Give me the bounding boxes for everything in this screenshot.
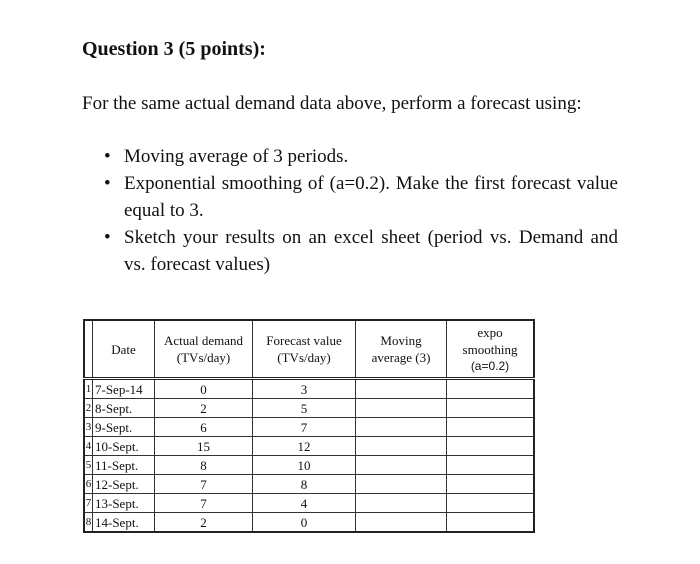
row-actual: 2 — [155, 399, 253, 418]
header-forecast-line2: (TVs/day) — [277, 350, 331, 365]
header-actual-line1: Actual demand — [163, 333, 244, 348]
row-forecast: 3 — [253, 379, 356, 399]
header-moving-average — [356, 320, 447, 379]
row-index: 2 — [84, 399, 93, 418]
row-date: 8-Sept. — [93, 399, 155, 418]
row-moving-average[interactable] — [356, 456, 447, 475]
row-forecast: 10 — [253, 456, 356, 475]
row-expo-smoothing[interactable] — [447, 418, 535, 437]
header-expo-line3: (a=0.2) — [470, 358, 510, 373]
header-index — [84, 320, 93, 379]
row-date: 12-Sept. — [93, 475, 155, 494]
demand-forecast-table — [83, 319, 535, 533]
row-expo-smoothing[interactable] — [447, 456, 535, 475]
row-date: 9-Sept. — [93, 418, 155, 437]
header-expo-line1: expo — [477, 324, 503, 340]
row-expo-smoothing[interactable] — [447, 494, 535, 513]
row-index: 3 — [84, 418, 93, 437]
row-moving-average[interactable] — [356, 513, 447, 533]
row-index: 5 — [84, 456, 93, 475]
row-index: 6 — [84, 475, 93, 494]
task-moving-average: • Moving average of 3 periods. — [98, 143, 618, 170]
header-forecast-value — [253, 320, 356, 379]
row-actual: 0 — [155, 379, 253, 399]
row-expo-smoothing[interactable] — [447, 437, 535, 456]
row-moving-average[interactable] — [356, 494, 447, 513]
row-expo-smoothing[interactable] — [447, 475, 535, 494]
row-forecast: 8 — [253, 475, 356, 494]
row-moving-average[interactable] — [356, 437, 447, 456]
header-date-label: Date — [111, 341, 136, 357]
table-row — [84, 437, 534, 456]
row-forecast: 4 — [253, 494, 356, 513]
row-actual: 2 — [155, 513, 253, 533]
table-row — [84, 418, 534, 437]
row-forecast: 12 — [253, 437, 356, 456]
row-moving-average[interactable] — [356, 399, 447, 418]
header-actual-line2: (TVs/day) — [176, 350, 231, 365]
row-date: 10-Sept. — [93, 437, 155, 456]
header-expo-line2: smoothing — [462, 341, 518, 357]
table-row — [84, 513, 534, 533]
row-date: 7-Sep-14 — [93, 379, 155, 399]
table-header-row — [84, 320, 534, 379]
table-row — [84, 456, 534, 475]
row-moving-average[interactable] — [356, 379, 447, 399]
row-actual: 6 — [155, 418, 253, 437]
row-date: 13-Sept. — [93, 494, 155, 513]
task-sketch-results: • Sketch your results on an excel sheet (period vs. Demand and vs. forecast values) — [98, 224, 618, 278]
row-actual: 8 — [155, 456, 253, 475]
row-moving-average[interactable] — [356, 418, 447, 437]
row-actual: 15 — [155, 437, 253, 456]
row-index: 1 — [84, 379, 93, 399]
table-row — [84, 379, 534, 399]
row-moving-average[interactable] — [356, 475, 447, 494]
table-row — [84, 494, 534, 513]
header-date — [93, 320, 155, 379]
row-index: 4 — [84, 437, 93, 456]
row-forecast: 7 — [253, 418, 356, 437]
question-intro: For the same actual demand data above, perform a forecast using: — [82, 93, 582, 114]
question-title: Question 3 (5 points): — [82, 38, 266, 60]
table-row — [84, 399, 534, 418]
row-index: 7 — [84, 494, 93, 513]
row-expo-smoothing[interactable] — [447, 513, 535, 533]
header-forecast-line1: Forecast value — [266, 333, 342, 348]
row-index: 8 — [84, 513, 93, 533]
task-exponential-smoothing: • Exponential smoothing of (a=0.2). Make the first forecast value equal to 3. — [98, 170, 618, 224]
table-row — [84, 475, 534, 494]
row-forecast: 0 — [253, 513, 356, 533]
row-expo-smoothing[interactable] — [447, 379, 535, 399]
header-moving-line2: average (3) — [371, 350, 431, 365]
header-moving-line1: Moving — [380, 333, 422, 348]
row-actual: 7 — [155, 475, 253, 494]
task-list — [98, 143, 618, 278]
row-actual: 7 — [155, 494, 253, 513]
header-actual-demand — [155, 320, 253, 379]
row-forecast: 5 — [253, 399, 356, 418]
header-expo-smoothing — [447, 320, 535, 379]
row-date: 14-Sept. — [93, 513, 155, 533]
row-date: 11-Sept. — [93, 456, 155, 475]
row-expo-smoothing[interactable] — [447, 399, 535, 418]
